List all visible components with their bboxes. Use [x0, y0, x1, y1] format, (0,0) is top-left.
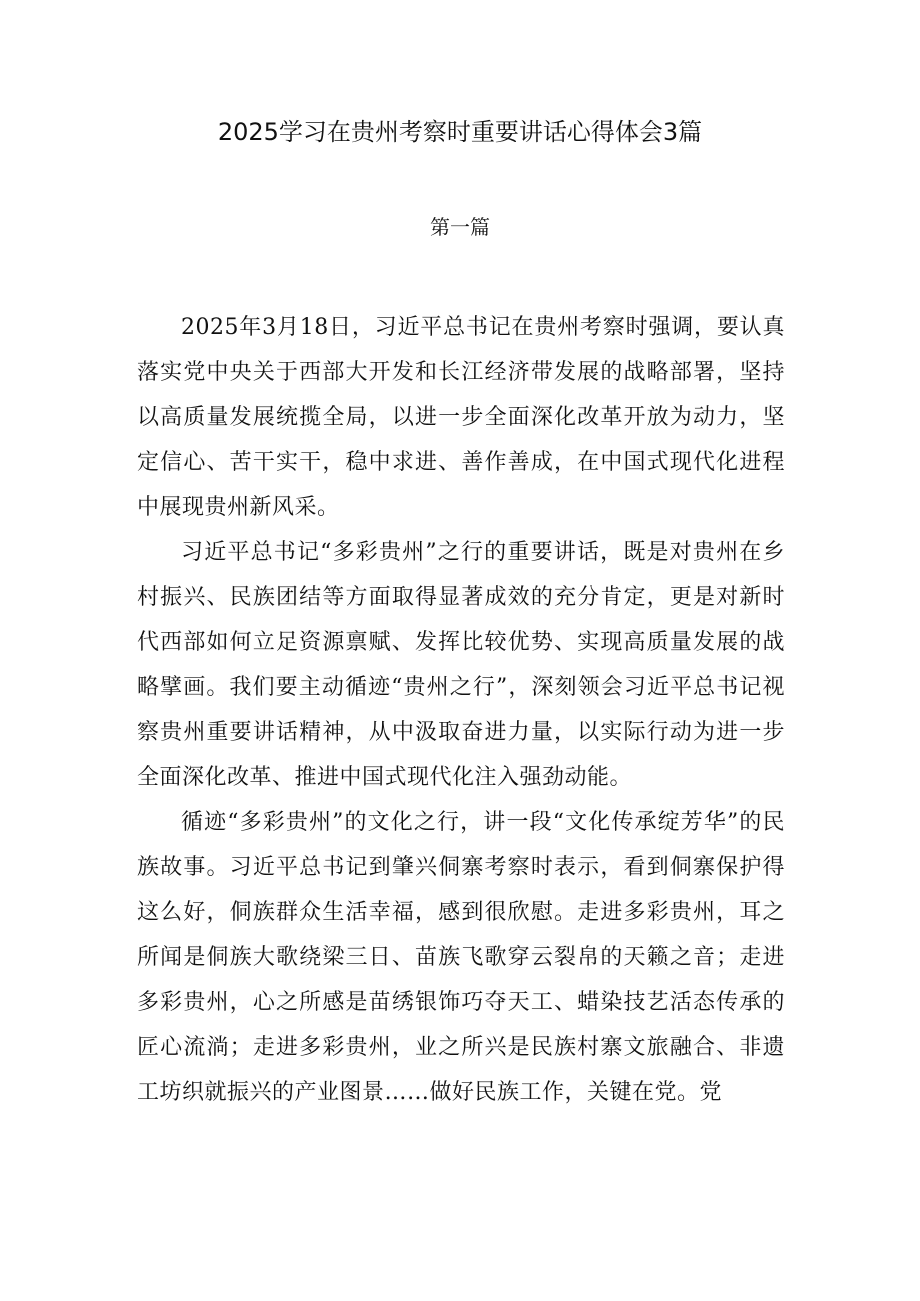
paragraph-3: 循迹“多彩贵州”的文化之行，讲一段“文化传承绽芳华”的民族故事。习近平总书记到肇兴侗寨考察时表示，看到侗寨保护得这么好，侗族群众生活幸福，感到很欣慰。走进多彩贵州，耳之所闻是侗族大歌绕梁三日、苗族飞歌穿云裂帛的天籁之音；走进多彩贵州，心之所感是苗绣银饰巧夺天工、蜡染技艺活态传承的匠心流淌；走进多彩贵州，业之所兴是民族村寨文旅融合、非遗工坊织就振兴的产业图景……做好民族工作，关键在党。党	[137, 810, 785, 1105]
section-heading: 第一篇	[430, 215, 490, 239]
document-body	[137, 305, 785, 1115]
paragraph-1: 2025年3月18日，习近平总书记在贵州考察时强调，要认真落实党中央关于西部大开发和长江经济带发展的战略部署，坚持以高质量发展统揽全局，以进一步全面深化改革开放为动力，坚定信心、苦干实干，稳中求进、善作善成，在中国式现代化进程中展现贵州新风采。	[137, 315, 785, 520]
document-title: 2025学习在贵州考察时重要讲话心得体会3篇	[217, 118, 703, 146]
paragraph-2: 习近平总书记“多彩贵州”之行的重要讲话，既是对贵州在乡村振兴、民族团结等方面取得显著成效的充分肯定，更是对新时代西部如何立足资源禀赋、发挥比较优势、实现高质量发展的战略擘画。我们要主动循迹“贵州之行”，深刻领会习近平总书记视察贵州重要讲话精神，从中汲取奋进力量，以实际行动为进一步全面深化改革、推进中国式现代化注入强劲动能。	[137, 540, 785, 790]
